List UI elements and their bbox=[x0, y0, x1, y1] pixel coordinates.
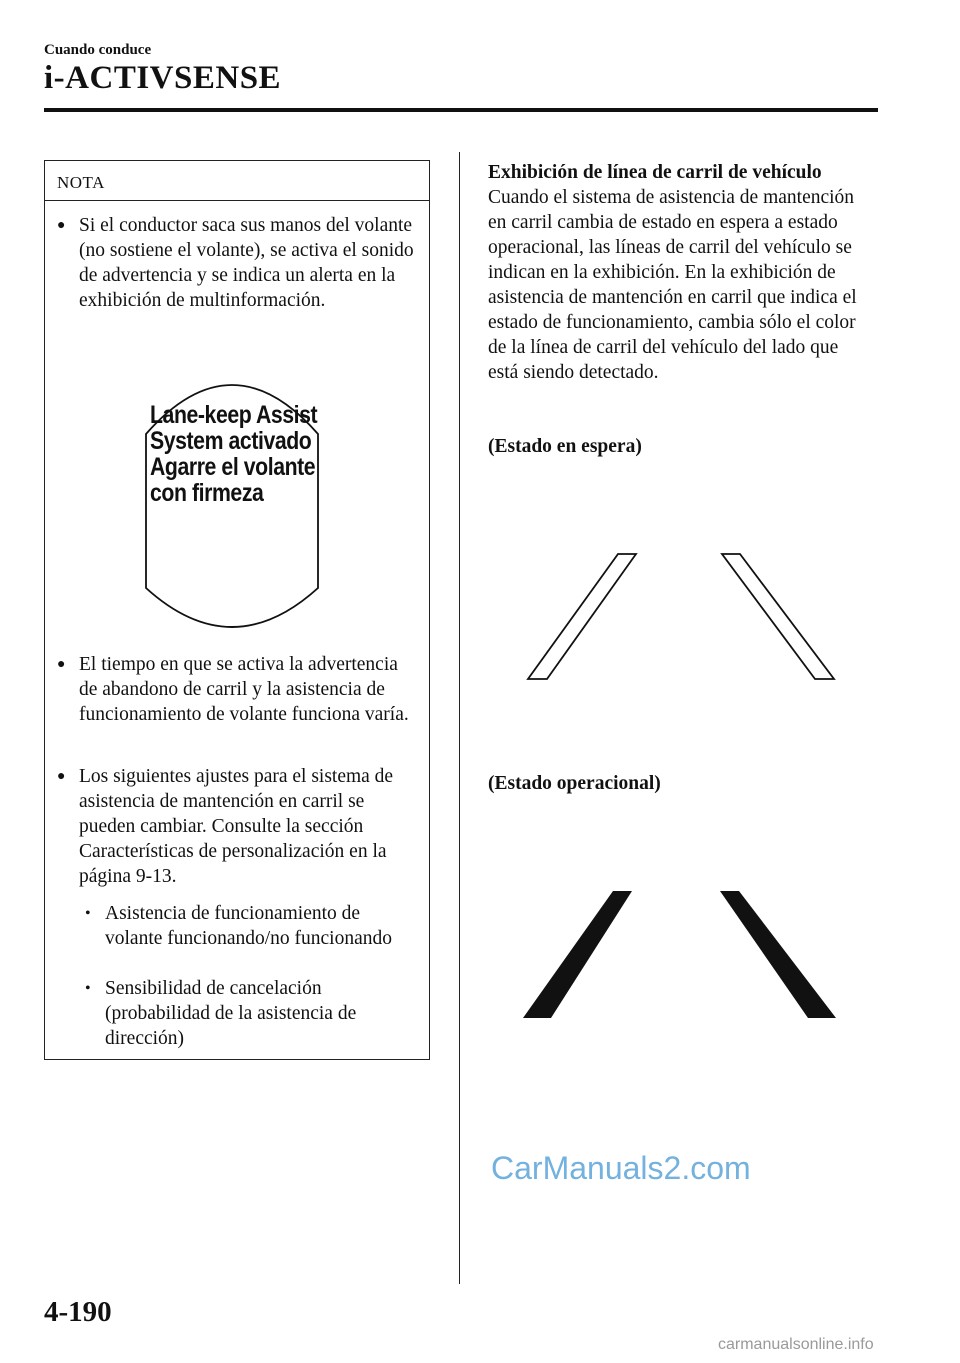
left-lane-line-outline bbox=[528, 554, 636, 679]
right-lane-line-outline bbox=[722, 554, 834, 679]
sub-bullet-icon: • bbox=[85, 905, 91, 922]
header-rule bbox=[44, 108, 878, 112]
page-title: i-ACTIVSENSE bbox=[44, 60, 282, 96]
display-message bbox=[150, 402, 317, 506]
sub-bullet-text: Sensibilidad de cancelación (probabilidad de la asistencia de dirección) bbox=[105, 978, 357, 1049]
page-number: 4-190 bbox=[44, 1296, 112, 1328]
lane-display-section bbox=[488, 160, 873, 385]
sub-bullet-text: Asistencia de funcionamiento de volante funcionando/no funcionando bbox=[105, 903, 393, 949]
display-message-line: Agarre el volante bbox=[150, 453, 316, 481]
note-bullet-2 bbox=[57, 652, 421, 727]
note-title: NOTA bbox=[57, 173, 105, 192]
bullet-icon: ● bbox=[57, 218, 66, 233]
sub-bullet-icon: • bbox=[85, 980, 91, 997]
section-heading: Exhibición de línea de carril de vehículo bbox=[488, 162, 822, 183]
note-bullet-1 bbox=[57, 213, 421, 313]
footer-site-watermark: carmanualsonline.info bbox=[718, 1336, 874, 1353]
note-bullet-text: Los siguientes ajustes para el sistema de asistencia de mantención en carril se pueden cambiar. Consulte la sección Características de personalización en la página 9-13. bbox=[79, 766, 394, 887]
display-message-line: System activado bbox=[150, 427, 312, 455]
standby-lane-lines-illustration bbox=[520, 548, 840, 684]
right-lane-line-filled bbox=[720, 891, 836, 1018]
note-bullet-text: El tiempo en que se activa la advertencia de abandono de carril y la asistencia de funcionamiento de volante funciona varía. bbox=[79, 654, 409, 725]
note-bullet-3 bbox=[57, 764, 421, 889]
section-label: Cuando conduce bbox=[44, 42, 152, 58]
operational-lane-lines-illustration bbox=[520, 888, 840, 1024]
operational-state-label: (Estado operacional) bbox=[488, 773, 661, 794]
left-lane-line-filled bbox=[523, 891, 632, 1018]
bullet-icon: ● bbox=[57, 769, 66, 784]
note-bullet-text: Si el conductor saca sus manos del volante (no sostiene el volante), se activa el sonido de advertencia y se indica un alerta en la exhibición de multinformación. bbox=[79, 215, 414, 311]
watermark-logo: CarManuals2.com bbox=[491, 1150, 751, 1186]
column-divider bbox=[459, 152, 460, 1284]
display-message-line: con firmeza bbox=[150, 479, 264, 507]
note-sub-bullet-1 bbox=[81, 901, 421, 951]
note-header bbox=[45, 161, 429, 201]
section-paragraph: Cuando el sistema de asistencia de mantención en carril cambia de estado en espera a estado operacional, las líneas de carril del vehículo se indican en la exhibición. En la exhibición de asistencia de mantención en carril que indica el estado de funcionamiento, cambia sólo el color de la línea de carril del vehículo del lado que está siendo detectado. bbox=[488, 187, 857, 383]
display-message-line: Lane-keep Assist bbox=[150, 401, 318, 429]
note-sub-bullet-2 bbox=[81, 976, 421, 1051]
standby-state-label: (Estado en espera) bbox=[488, 436, 642, 457]
bullet-icon: ● bbox=[57, 657, 66, 672]
